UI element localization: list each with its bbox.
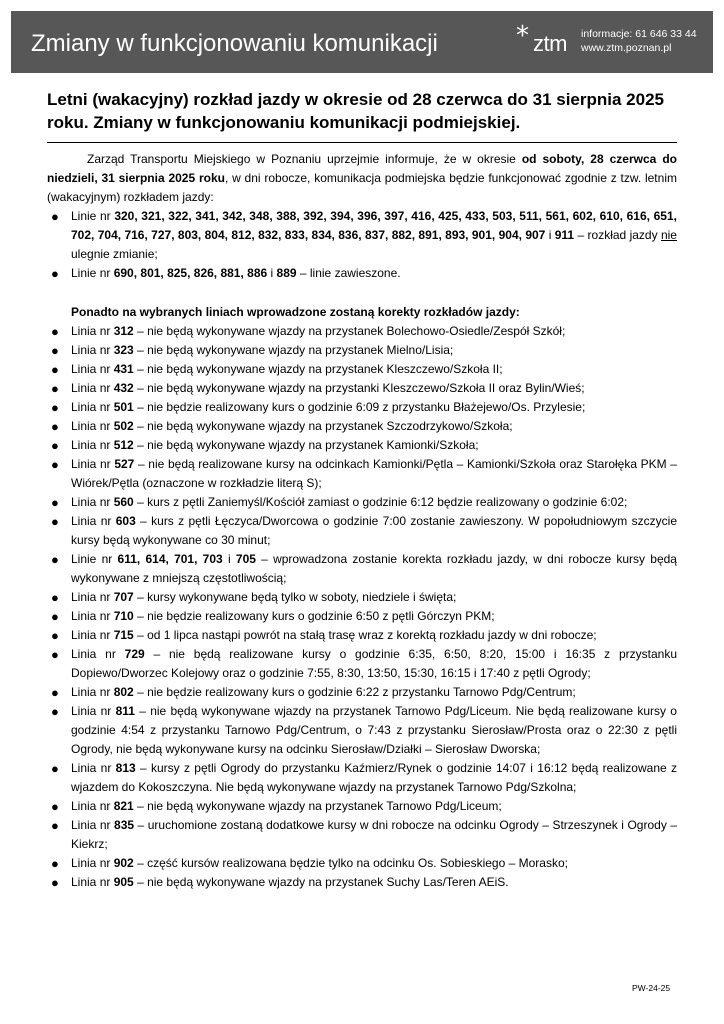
item-conj: i <box>545 228 555 242</box>
bullet-icon: ● <box>51 875 59 890</box>
bullet-icon: ● <box>51 761 59 776</box>
bullet-icon: ● <box>51 799 59 814</box>
bullet-icon: ● <box>51 495 59 510</box>
line-numbers: 320, 321, 322, 341, 342, 348, 388, 392, 394, 396, 397, 416, 425, 433, 503, 511, 561, 602, 610, 616, 651, 702, 704, 716, 727, 803, 804, 812, 832, 833, 834, 836, 837, 882, 891, 893, 901, 904, 907 <box>71 209 677 242</box>
list-item <box>47 493 677 512</box>
line-number: 432 <box>113 381 134 395</box>
item-text: – nie będzie realizowany kurs o godzinie 6:50 z pętli Górczyn PKM; <box>133 609 495 623</box>
list-item <box>47 398 677 417</box>
item-conj: i <box>267 266 277 280</box>
bullet-icon: ● <box>51 266 59 281</box>
divider <box>47 142 677 143</box>
item-text: – kursy z pętli Ogrody do przystanku Kaźmierz/Rynek o godzinie 14:07 i 16:12 będą realizowane z wjazdem do Kokoszczyna. Nie będą wykonywane wjazdy na przystanek Tarnowo Pdg/Szkolna; <box>71 761 677 794</box>
header-title: Zmiany w funkcjonowaniu komunikacji <box>31 30 438 57</box>
bullet-icon: ● <box>51 438 59 453</box>
bullet-icon: ● <box>51 457 59 472</box>
item-text: – linie zawieszone. <box>296 266 401 280</box>
item-text: – nie będzie realizowany kurs o godzinie 6:09 z przystanku Błażejewo/Os. Przylesie; <box>133 400 586 414</box>
bullet-icon: ● <box>51 400 59 415</box>
intro-text-end: , w dni robocze, komunikacja podmiejska będzie funkcjonować zgodnie z tzw. letnim (wakacyjnym) rozkładem jazdy: <box>47 171 677 204</box>
line-number: 911 <box>554 228 575 242</box>
line-number: 512 <box>113 438 134 452</box>
bullet-icon: ● <box>51 647 59 662</box>
line-number: 603 <box>115 514 136 528</box>
item-prefix: Linia nr <box>71 647 125 661</box>
corrections-heading: Ponadto na wybranych liniach wprowadzone zostaną korekty rozkładów jazdy: <box>71 305 520 319</box>
item-text: – nie będą wykonywane wjazdy na przystanek Kamionki/Szkoła; <box>133 438 479 452</box>
corrections-list <box>47 322 677 892</box>
item-prefix: Linia nr <box>71 324 114 338</box>
item-text: – uruchomione zostaną dodatkowe kursy w dni robocze na odcinku Ogrody – Strzeszynek i Ogrody – Kiekrz; <box>71 818 677 851</box>
item-prefix: Linia nr <box>71 400 114 414</box>
list-item <box>47 360 677 379</box>
item-text: – nie będą wykonywane wjazdy na przystanek Kleszczewo/Szkoła II; <box>133 362 503 376</box>
header-banner <box>11 11 713 73</box>
item-text: – część kursów realizowana będzie tylko na odcinku Os. Sobieskiego – Morasko; <box>133 856 568 870</box>
list-item <box>47 645 677 683</box>
line-number: 502 <box>113 419 134 433</box>
item-prefix: Linia nr <box>71 590 114 604</box>
item-prefix: Linia nr <box>71 381 114 395</box>
item-conj: i <box>222 552 236 566</box>
item-text: – kurs z pętli Łęczyca/Dworcowa o godzinie 7:00 zostanie zawieszony. W popołudniowym szczycie kursy będą wykonywane co 30 minut; <box>71 514 677 547</box>
item-prefix: Linia nr <box>71 799 114 813</box>
headline: Letni (wakacyjny) rozkład jazdy w okresie od 28 czerwca do 31 sierpnia 2025 roku. Zmiany w funkcjonowaniu komunikacji podmiejskiej. <box>47 90 664 132</box>
contact-info <box>581 27 697 55</box>
bullet-icon: ● <box>51 818 59 833</box>
item-prefix: Linia nr <box>71 609 114 623</box>
line-number: 835 <box>114 818 135 832</box>
ztm-logo[interactable] <box>511 21 711 57</box>
item-text: – nie będą realizowane kursy o godzinie 6:35, 6:50, 8:20, 15:00 i 16:35 z przystanku Dopiewo/Dworzec Kolejowy oraz o godzinie 7:55, 8:30, 13:50, 15:30, 16:15 i 17:40 z pętli Ogrody; <box>71 647 677 680</box>
intro-paragraph <box>47 150 677 207</box>
list-item <box>47 264 677 283</box>
line-number: 710 <box>113 609 134 623</box>
announcement-body <box>47 150 677 892</box>
summary-list <box>47 207 677 283</box>
item-text: – nie będą wykonywane wjazdy na przystanek Bolechowo-Osiedle/Zespół Szkół; <box>133 324 566 338</box>
list-item <box>47 341 677 360</box>
item-text: – nie będą wykonywane wjazdy na przystanek Szczodrzykowo/Szkoła; <box>133 419 513 433</box>
bullet-icon: ● <box>51 552 59 567</box>
list-item <box>47 207 677 264</box>
list-item <box>47 816 677 854</box>
list-item <box>47 512 677 550</box>
bullet-icon: ● <box>51 628 59 643</box>
line-number: 323 <box>113 343 134 357</box>
item-text: – nie będą realizowane kursy na odcinkach Kamionki/Pętla – Kamionki/Szkoła oraz Starołęka PKM – Wiórek/Pętla (oznaczone w rozkładzie literą S); <box>71 457 677 490</box>
line-number: 501 <box>113 400 134 414</box>
bullet-icon: ● <box>51 514 59 529</box>
bullet-icon: ● <box>51 209 59 224</box>
logo-text: ztm <box>533 31 567 56</box>
item-text: – rozkład jazdy <box>574 228 661 242</box>
list-item <box>47 759 677 797</box>
item-prefix: Linia nr <box>71 685 114 699</box>
item-prefix: Linia nr <box>71 875 114 889</box>
item-prefix: Linie nr <box>71 552 118 566</box>
star-icon: * <box>516 21 529 51</box>
item-prefix: Linia nr <box>71 818 115 832</box>
item-prefix: Linia nr <box>71 856 114 870</box>
item-text: – kurs z pętli Zaniemyśl/Kościół zamiast o godzinie 6:12 będzie realizowany o godzinie 6:02; <box>133 495 628 509</box>
item-text: – nie będą wykonywane wjazdy na przystanek Tarnowo Pdg/Liceum; <box>133 799 502 813</box>
bullet-icon: ● <box>51 343 59 358</box>
list-item <box>47 873 677 892</box>
bullet-icon: ● <box>51 704 59 719</box>
item-prefix: Linia nr <box>71 419 114 433</box>
item-text: – nie będą wykonywane wjazdy na przystanek Suchy Las/Teren AEiS. <box>133 875 509 889</box>
line-number: 560 <box>113 495 134 509</box>
list-item <box>47 626 677 645</box>
list-item <box>47 550 677 588</box>
line-number: 312 <box>113 324 134 338</box>
bullet-icon: ● <box>51 609 59 624</box>
line-number: 705 <box>235 552 256 566</box>
website-link[interactable]: www.ztm.poznan.pl <box>581 42 672 54</box>
list-item <box>47 607 677 626</box>
bullet-icon: ● <box>51 419 59 434</box>
line-number: 527 <box>114 457 135 471</box>
item-text: – nie będą wykonywane wjazdy na przystanek Mielno/Lisia; <box>133 343 454 357</box>
line-number: 715 <box>113 628 134 642</box>
item-text-end: ulegnie zmianie; <box>71 247 158 261</box>
item-prefix: Linia nr <box>71 438 114 452</box>
intro-text: Zarząd Transportu Miejskiego w Poznaniu uprzejmie informuje, że w okresie <box>87 152 522 166</box>
line-number: 802 <box>113 685 134 699</box>
line-number: 905 <box>113 875 134 889</box>
phone-number: informacje: 61 646 33 44 <box>581 28 697 40</box>
bullet-icon: ● <box>51 590 59 605</box>
list-item <box>47 455 677 493</box>
item-emphasis: nie <box>660 228 677 242</box>
item-text: – kursy wykonywane będą tylko w soboty, niedziele i święta; <box>133 590 457 604</box>
item-text: – nie będzie realizowany kurs o godzinie 6:22 z przystanku Tarnowo Pdg/Centrum; <box>133 685 576 699</box>
list-item <box>47 417 677 436</box>
item-prefix: Linia nr <box>71 761 116 775</box>
list-item <box>47 702 677 759</box>
item-prefix: Linia nr <box>71 457 115 471</box>
item-prefix: Linia nr <box>71 514 116 528</box>
line-numbers: 690, 801, 825, 826, 881, 886 <box>113 266 268 280</box>
list-item <box>47 322 677 341</box>
list-item <box>47 797 677 816</box>
line-number: 813 <box>115 761 136 775</box>
line-number: 707 <box>113 590 134 604</box>
item-prefix: Linie nr <box>71 266 114 280</box>
list-item <box>47 683 677 702</box>
bullet-icon: ● <box>51 685 59 700</box>
list-item <box>47 436 677 455</box>
line-number: 821 <box>113 799 134 813</box>
list-item <box>47 854 677 873</box>
line-numbers: 611, 614, 701, 703 <box>117 552 223 566</box>
item-text: – nie będą wykonywane wjazdy na przystanki Kleszczewo/Szkoła II oraz Bylin/Wieś; <box>133 381 585 395</box>
bullet-icon: ● <box>51 362 59 377</box>
document-code: PW-24-25 <box>632 983 671 993</box>
line-number: 889 <box>276 266 297 280</box>
list-item <box>47 379 677 398</box>
item-prefix: Linia nr <box>71 362 114 376</box>
item-prefix: Linia nr <box>71 343 114 357</box>
item-prefix: Linie nr <box>71 209 115 223</box>
item-text: – wprowadzona zostanie korekta rozkładu jazdy, w dni robocze kursy będą wykonywane z mniejszą częstotliwością; <box>71 552 677 585</box>
list-item <box>47 588 677 607</box>
item-text: – od 1 lipca nastąpi powrót na stałą trasę wraz z korektą rozkładu jazdy w dni robocze; <box>133 628 597 642</box>
bullet-icon: ● <box>51 381 59 396</box>
line-number: 431 <box>113 362 134 376</box>
intro-period: od soboty, 28 czerwca do niedzieli, 31 sierpnia 2025 roku <box>47 152 677 185</box>
item-text: – nie będą wykonywane wjazdy na przystanek Tarnowo Pdg/Liceum. Nie będą realizowane kursy o godzinie 4:54 z przystanku Tarnowo Pdg/Centrum, o 7:43 z przystanku Sierosław/Prosta oraz o 22:30 z pętli Ogrody, nie będą wykonywane kursy na odcinku Sierosław/Działki – Sierosław Dworska; <box>71 704 677 756</box>
item-prefix: Linia nr <box>71 628 114 642</box>
bullet-icon: ● <box>51 856 59 871</box>
item-prefix: Linia nr <box>71 495 114 509</box>
line-number: 811 <box>115 704 135 718</box>
bullet-icon: ● <box>51 324 59 339</box>
line-number: 902 <box>113 856 134 870</box>
line-number: 729 <box>124 647 145 661</box>
spacer <box>47 283 677 303</box>
item-prefix: Linia nr <box>71 704 116 718</box>
